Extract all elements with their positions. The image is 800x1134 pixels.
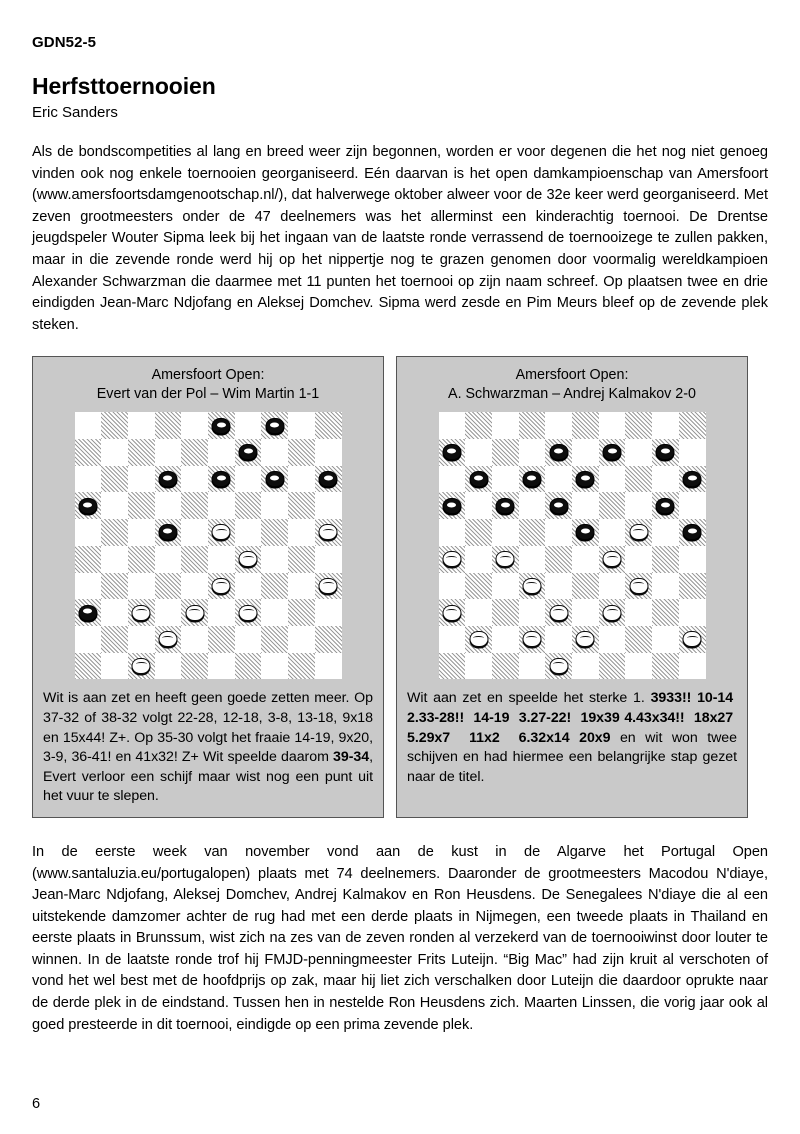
- board-square: [315, 439, 342, 466]
- board-square: [181, 546, 208, 573]
- board-square: [235, 492, 262, 519]
- white-piece: [132, 658, 151, 674]
- board-square: [679, 653, 706, 680]
- board-square: [181, 599, 208, 626]
- diagram-note-left: Wit is aan zet en heeft geen goede zetten meer. Op 37-32 of 38-32 volgt 22-28, 12-18, 3-8, 13-18, 9x18 en 15x44! Z+. Op 35-30 volgt het fraaie 14-19, 9x20, 3-9, 36-41! en 41x32! Z+ Wit speelde daarom 39-34, Evert verloor een schijf maar wist nog een punt uit het vuur te slepen.: [43, 690, 373, 805]
- white-piece: [629, 578, 648, 594]
- diagram-caption-right: [405, 366, 739, 404]
- board-square: [465, 492, 492, 519]
- board-square: [101, 439, 128, 466]
- board-square: [101, 653, 128, 680]
- board-square: [315, 519, 342, 546]
- board-square: [315, 492, 342, 519]
- board-square: [439, 653, 466, 680]
- diagram-panel-right: [396, 356, 748, 818]
- black-piece: [469, 471, 488, 487]
- white-piece: [522, 631, 541, 647]
- board-square: [235, 466, 262, 493]
- board-square: [679, 519, 706, 546]
- white-piece: [683, 631, 702, 647]
- board-square: [155, 519, 182, 546]
- white-piece: [549, 658, 568, 674]
- board-square: [572, 466, 599, 493]
- board-square: [545, 492, 572, 519]
- board-square: [261, 573, 288, 600]
- board-square: [75, 546, 102, 573]
- board-wrap-left: [41, 412, 375, 679]
- board-square: [572, 439, 599, 466]
- board-square: [181, 466, 208, 493]
- board-square: [155, 626, 182, 653]
- board-square: [288, 519, 315, 546]
- black-piece: [576, 471, 595, 487]
- board-square: [652, 599, 679, 626]
- board-square: [288, 546, 315, 573]
- board-square: [181, 573, 208, 600]
- board-square: [101, 546, 128, 573]
- board-square: [261, 412, 288, 439]
- diagram-note-right: Wit aan zet en speelde het sterke 1. 3933!! 10-14 2.33-28!! 14-19 3.27-22! 19x39 4.43x34!! 18x27 5.29x7 11x2 6.32x14 20x9 en wit won twee schijven en had hiermee een belangrijke stap gezet naar de titel.: [407, 690, 738, 785]
- board-square: [625, 573, 652, 600]
- board-square: [519, 439, 546, 466]
- black-piece: [683, 524, 702, 540]
- board-square: [208, 466, 235, 493]
- board-square: [519, 466, 546, 493]
- board-square: [545, 519, 572, 546]
- board-square: [155, 492, 182, 519]
- black-piece: [496, 498, 515, 514]
- board-square: [315, 466, 342, 493]
- board-square: [75, 653, 102, 680]
- board-square: [652, 573, 679, 600]
- board-square: [492, 626, 519, 653]
- white-piece: [239, 605, 258, 621]
- black-piece: [319, 471, 338, 487]
- board-wrap-right: [405, 412, 739, 679]
- board-square: [652, 412, 679, 439]
- board-square: [465, 626, 492, 653]
- board-square: [492, 519, 519, 546]
- board-square: [545, 599, 572, 626]
- board-square: [208, 412, 235, 439]
- white-piece: [319, 578, 338, 594]
- board-square: [599, 599, 626, 626]
- board-square: [155, 439, 182, 466]
- board-square: [519, 573, 546, 600]
- board-square: [235, 599, 262, 626]
- board-square: [261, 439, 288, 466]
- board-square: [625, 653, 652, 680]
- board-square: [288, 466, 315, 493]
- board-square: [465, 573, 492, 600]
- board-square: [235, 626, 262, 653]
- board-square: [572, 573, 599, 600]
- board-square: [439, 492, 466, 519]
- board-square: [679, 492, 706, 519]
- black-piece: [549, 444, 568, 460]
- board-square: [315, 412, 342, 439]
- board-square: [599, 439, 626, 466]
- board-square: [492, 573, 519, 600]
- board-square: [439, 439, 466, 466]
- board-square: [155, 653, 182, 680]
- board-square: [599, 573, 626, 600]
- board-square: [465, 519, 492, 546]
- board-square: [625, 466, 652, 493]
- black-piece: [656, 444, 675, 460]
- board-square: [288, 573, 315, 600]
- board-square: [572, 492, 599, 519]
- board-square: [439, 412, 466, 439]
- board-square: [599, 653, 626, 680]
- board-square: [181, 439, 208, 466]
- black-piece: [78, 605, 97, 621]
- board-square: [599, 626, 626, 653]
- board-square: [101, 492, 128, 519]
- board-square: [545, 439, 572, 466]
- board-square: [465, 439, 492, 466]
- board-square: [208, 573, 235, 600]
- board-square: [439, 599, 466, 626]
- draughts-board-left: [75, 412, 342, 679]
- board-square: [625, 546, 652, 573]
- board-square: [208, 626, 235, 653]
- board-square: [261, 492, 288, 519]
- board-square: [235, 546, 262, 573]
- black-piece: [442, 444, 461, 460]
- board-square: [261, 626, 288, 653]
- black-piece: [158, 471, 177, 487]
- black-piece: [78, 498, 97, 514]
- board-square: [101, 573, 128, 600]
- diagram-row: [32, 356, 768, 818]
- board-square: [155, 546, 182, 573]
- board-square: [261, 653, 288, 680]
- board-square: [181, 519, 208, 546]
- board-square: [208, 519, 235, 546]
- board-square: [261, 599, 288, 626]
- board-square: [235, 412, 262, 439]
- board-square: [679, 573, 706, 600]
- board-square: [101, 626, 128, 653]
- board-square: [652, 653, 679, 680]
- white-piece: [549, 605, 568, 621]
- board-square: [75, 439, 102, 466]
- board-square: [652, 546, 679, 573]
- white-piece: [319, 524, 338, 540]
- board-square: [315, 599, 342, 626]
- board-square: [208, 599, 235, 626]
- board-square: [101, 519, 128, 546]
- white-piece: [469, 631, 488, 647]
- board-square: [128, 466, 155, 493]
- black-piece: [683, 471, 702, 487]
- article-author: Eric Sanders: [32, 104, 118, 121]
- board-square: [625, 439, 652, 466]
- board-square: [465, 599, 492, 626]
- board-square: [128, 519, 155, 546]
- board-square: [75, 519, 102, 546]
- white-piece: [496, 551, 515, 567]
- board-square: [679, 466, 706, 493]
- diagram-caption-left-line2: Evert van der Pol – Wim Martin 1-1: [96, 386, 320, 403]
- board-square: [679, 412, 706, 439]
- board-square: [101, 412, 128, 439]
- draughts-board-right: [439, 412, 706, 679]
- board-square: [235, 653, 262, 680]
- board-square: [652, 519, 679, 546]
- board-square: [599, 412, 626, 439]
- board-square: [128, 626, 155, 653]
- board-square: [181, 492, 208, 519]
- board-square: [439, 466, 466, 493]
- board-square: [572, 599, 599, 626]
- white-piece: [522, 578, 541, 594]
- black-piece: [442, 498, 461, 514]
- board-square: [492, 653, 519, 680]
- board-square: [652, 492, 679, 519]
- board-square: [288, 599, 315, 626]
- board-square: [128, 439, 155, 466]
- board-square: [155, 599, 182, 626]
- board-square: [545, 412, 572, 439]
- board-square: [519, 492, 546, 519]
- board-square: [519, 599, 546, 626]
- board-square: [75, 626, 102, 653]
- white-piece: [442, 605, 461, 621]
- black-piece: [549, 498, 568, 514]
- diagram-caption-right-line1: Amersfoort Open:: [515, 367, 629, 384]
- board-square: [208, 546, 235, 573]
- board-square: [599, 546, 626, 573]
- diagram-caption-right-line2: A. Schwarzman – Andrej Kalmakov 2-0: [448, 386, 696, 403]
- board-square: [545, 546, 572, 573]
- board-square: [519, 626, 546, 653]
- black-piece: [158, 524, 177, 540]
- board-square: [545, 466, 572, 493]
- page-number: 6: [32, 1096, 41, 1112]
- board-square: [492, 412, 519, 439]
- board-square: [288, 439, 315, 466]
- board-square: [679, 439, 706, 466]
- diagram-caption-left: [41, 366, 375, 404]
- board-square: [181, 626, 208, 653]
- board-square: [208, 439, 235, 466]
- board-square: [599, 492, 626, 519]
- board-square: [128, 546, 155, 573]
- white-piece: [576, 631, 595, 647]
- board-square: [652, 439, 679, 466]
- board-square: [155, 573, 182, 600]
- board-square: [208, 492, 235, 519]
- board-square: [261, 466, 288, 493]
- board-square: [235, 519, 262, 546]
- white-piece: [158, 631, 177, 647]
- page-title: Herfsttoernooien: [32, 73, 216, 99]
- board-square: [439, 573, 466, 600]
- board-square: [315, 626, 342, 653]
- board-square: [679, 546, 706, 573]
- board-square: [652, 466, 679, 493]
- board-square: [545, 573, 572, 600]
- board-square: [465, 546, 492, 573]
- board-square: [519, 412, 546, 439]
- board-square: [572, 546, 599, 573]
- board-square: [679, 599, 706, 626]
- white-piece: [212, 578, 231, 594]
- board-square: [288, 412, 315, 439]
- board-square: [545, 626, 572, 653]
- white-piece: [185, 605, 204, 621]
- board-square: [465, 653, 492, 680]
- board-square: [288, 626, 315, 653]
- black-piece: [212, 418, 231, 434]
- black-piece: [265, 471, 284, 487]
- board-square: [679, 626, 706, 653]
- board-square: [288, 653, 315, 680]
- board-square: [519, 519, 546, 546]
- black-piece: [522, 471, 541, 487]
- board-square: [625, 492, 652, 519]
- board-square: [261, 546, 288, 573]
- white-piece: [212, 524, 231, 540]
- closing-paragraph: In de eerste week van november vond aan de kust in de Algarve het Portugal Open (www.santaluzia.eu/portugalopen) plaats met 74 deelnemers. Daaronder de grootmeesters Macodou N'diaye, Jean-Marc Ndjofang, Aleksej Domchev, Andrej Kalmakov en Ron Heusdens. De Senegalees N'diaye die al een uitstekende damzomer achter de rug had met een derde plaats in Nijmegen, een tweede plaats in Thailand en eerste plaats in Brunssum, wist zich na zes van de zeven ronden al verzekerd van de toernooiwinst door louter te winnen. In de laatste ronde trof hij FMJD-penningmeester Frits Luteijn. “Big Mac” had zijn kruit al verschoten of vond het wel best met de hoofdprijs op zak, maar hij liet zich verschalken door Luteijn die daardoor oprukte naar de derde plek in de eindstand. Tussen hen in nestelde Ron Heusdens zich. Maarten Linssen, die vorig jaar ook al goed presteerde in dit toernooi, eindigde op een prima zevende plek.: [32, 843, 768, 1033]
- board-square: [101, 599, 128, 626]
- board-square: [465, 412, 492, 439]
- board-square: [572, 653, 599, 680]
- board-square: [288, 492, 315, 519]
- board-square: [315, 653, 342, 680]
- board-square: [128, 492, 155, 519]
- black-piece: [239, 444, 258, 460]
- board-square: [545, 653, 572, 680]
- board-square: [625, 412, 652, 439]
- board-square: [492, 599, 519, 626]
- white-piece: [603, 551, 622, 567]
- board-square: [519, 653, 546, 680]
- board-square: [128, 653, 155, 680]
- board-square: [625, 519, 652, 546]
- board-square: [208, 653, 235, 680]
- black-piece: [656, 498, 675, 514]
- board-square: [652, 626, 679, 653]
- board-square: [128, 573, 155, 600]
- board-square: [492, 492, 519, 519]
- board-square: [439, 519, 466, 546]
- board-square: [128, 412, 155, 439]
- black-piece: [265, 418, 284, 434]
- board-square: [75, 492, 102, 519]
- board-square: [181, 412, 208, 439]
- board-square: [439, 546, 466, 573]
- board-square: [235, 573, 262, 600]
- black-piece: [576, 524, 595, 540]
- white-piece: [239, 551, 258, 567]
- board-square: [75, 466, 102, 493]
- board-square: [101, 466, 128, 493]
- board-square: [128, 599, 155, 626]
- board-square: [492, 466, 519, 493]
- board-square: [572, 412, 599, 439]
- black-piece: [603, 444, 622, 460]
- board-square: [492, 439, 519, 466]
- intro-paragraph: Als de bondscompetities al lang en breed weer zijn begonnen, worden er voor degenen die het nog niet genoeg vinden ook nog enkele toernooien georganiseerd. Eén daarvan is het open damkampioenschap van Amersfoort (www.amersfoortsdamgenootschap.nl/), dat halverwege oktober alweer voor de 32e keer werd georganiseerd. Met zeven grootmeesters onder de 47 deelnemers was het allerminst een kinderachtig toernooi. De Drentse jeugdspeler Wouter Sipma leek bij het ingaan van de laatste ronde verrassend de toernooizege te zullen pakken, maar in die zevende ronde werd hij op het nippertje nog te grazen genomen door voormalig wereldkampioen Alexander Schwarzman die daarmee met 11 punten het toernooi op zijn naam schreef. Op plaatsen twee en drie eindigden Jean-Marc Ndjofang en Aleksej Domchev. Sipma werd zesde en Pim Meurs bleef op de zevende plek steken.: [32, 144, 768, 333]
- diagram-panel-left: [32, 356, 384, 818]
- board-square: [519, 546, 546, 573]
- board-square: [599, 519, 626, 546]
- board-square: [599, 466, 626, 493]
- board-square: [572, 519, 599, 546]
- white-piece: [603, 605, 622, 621]
- board-square: [155, 412, 182, 439]
- white-piece: [629, 524, 648, 540]
- board-square: [75, 412, 102, 439]
- board-square: [625, 599, 652, 626]
- black-piece: [212, 471, 231, 487]
- white-piece: [132, 605, 151, 621]
- board-square: [625, 626, 652, 653]
- issue-code: GDN52-5: [32, 34, 97, 51]
- board-square: [181, 653, 208, 680]
- white-piece: [442, 551, 461, 567]
- board-square: [572, 626, 599, 653]
- board-square: [465, 466, 492, 493]
- board-square: [261, 519, 288, 546]
- board-square: [315, 546, 342, 573]
- board-square: [492, 546, 519, 573]
- board-square: [75, 599, 102, 626]
- diagram-caption-left-line1: Amersfoort Open:: [151, 367, 265, 384]
- board-square: [75, 573, 102, 600]
- board-square: [439, 626, 466, 653]
- board-square: [315, 573, 342, 600]
- board-square: [235, 439, 262, 466]
- board-square: [155, 466, 182, 493]
